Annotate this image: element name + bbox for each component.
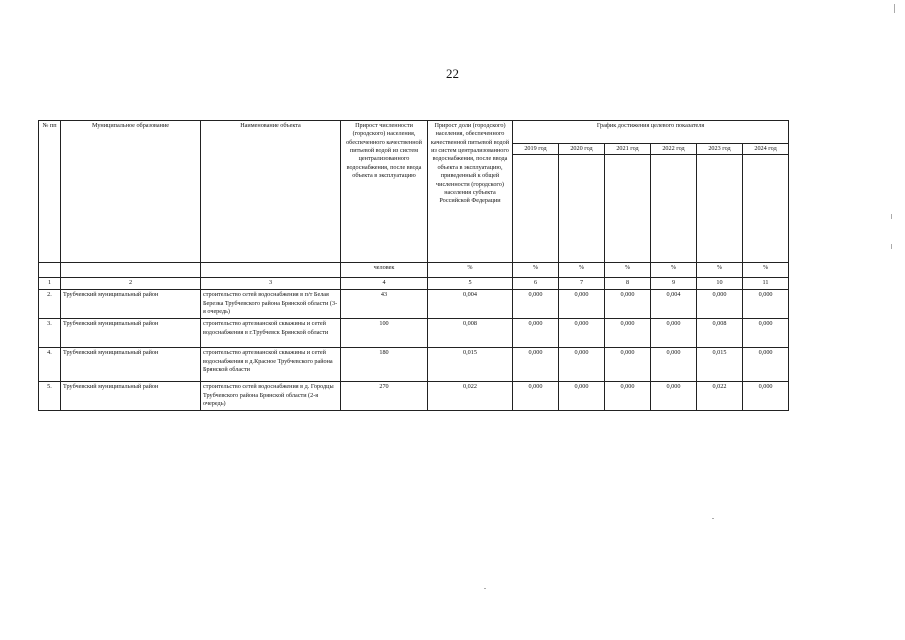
column-number: 1	[39, 278, 61, 290]
column-number: 7	[559, 278, 605, 290]
municipality-cell: Трубчевский муниципальный район	[61, 290, 201, 319]
object-cell: строительство артезианской скважины и сетей водоснабжения в д.Красное Трубчевского района Брянской области	[201, 348, 341, 382]
unit-cell: %	[651, 263, 697, 278]
unit-cell: %	[428, 263, 513, 278]
column-number: 8	[605, 278, 651, 290]
header-municipality: Муниципальное образование	[61, 121, 201, 263]
header-year: 2022 год	[651, 144, 697, 155]
year-value-cell: 0,000	[605, 382, 651, 411]
year-value-cell: 0,004	[651, 290, 697, 319]
scan-mark	[712, 518, 714, 519]
population-cell: 270	[341, 382, 428, 411]
year-value-cell: 0,015	[697, 348, 743, 382]
population-cell: 100	[341, 319, 428, 348]
page-number: 22	[446, 66, 459, 81]
unit-cell: %	[743, 263, 789, 278]
object-cell: строительство артезианской скважины и сетей водоснабжения в г.Трубчевск Брянской области	[201, 319, 341, 348]
header-object: Наименование объекта	[201, 121, 341, 263]
year-value-cell: 0,000	[651, 382, 697, 411]
year-value-cell: 0,008	[697, 319, 743, 348]
scan-mark	[484, 588, 486, 589]
header-row-1	[39, 121, 789, 144]
column-number: 11	[743, 278, 789, 290]
header-share-growth: Прирост доли (городского) населения, обеспеченного качественной питьевой водой из систем централизованного водоснабжения, после ввода объекта в эксплуатацию, приведенный к общей численности (городского) населения субъекта Российской Федерации	[428, 121, 513, 263]
share-cell: 0,015	[428, 348, 513, 382]
row-number: 3.	[39, 319, 61, 348]
header-year: 2019 год	[513, 144, 559, 155]
unit-cell: %	[513, 263, 559, 278]
year-value-cell: 0,000	[743, 348, 789, 382]
year-value-cell: 0,000	[605, 348, 651, 382]
table-row	[39, 382, 789, 411]
header-year: 2023 год	[697, 144, 743, 155]
column-number: 9	[651, 278, 697, 290]
column-number: 10	[697, 278, 743, 290]
year-value-cell: 0,000	[743, 319, 789, 348]
header-schedule-group: График достижения целевого показателя	[513, 121, 789, 144]
target-indicator-table	[38, 120, 789, 411]
table-row	[39, 348, 789, 382]
column-number: 3	[201, 278, 341, 290]
year-value-cell: 0,000	[513, 382, 559, 411]
year-value-cell: 0,000	[559, 348, 605, 382]
column-number: 6	[513, 278, 559, 290]
share-cell: 0,022	[428, 382, 513, 411]
year-value-cell: 0,000	[513, 290, 559, 319]
table-row	[39, 290, 789, 319]
unit-cell: %	[605, 263, 651, 278]
column-number: 4	[341, 278, 428, 290]
year-value-cell: 0,000	[651, 348, 697, 382]
row-number: 4.	[39, 348, 61, 382]
year-value-cell: 0,000	[559, 382, 605, 411]
year-value-cell: 0,000	[651, 319, 697, 348]
table-row	[39, 319, 789, 348]
header-population-growth: Прирост численности (городского) населения, обеспеченного качественной питьевой водой из систем централизованного водоснабжения, после ввода объекта в эксплуатацию	[341, 121, 428, 263]
year-value-cell: 0,000	[559, 319, 605, 348]
object-cell: строительство сетей водоснабжения в п/т Белая Березка Трубчевского района Брянской области (3-я очередь)	[201, 290, 341, 319]
year-value-cell: 0,000	[559, 290, 605, 319]
year-value-cell: 0,000	[513, 319, 559, 348]
scan-mark	[891, 214, 892, 219]
unit-cell: %	[697, 263, 743, 278]
header-number: № пп	[39, 121, 61, 263]
share-cell: 0,004	[428, 290, 513, 319]
share-cell: 0,008	[428, 319, 513, 348]
header-year: 2020 год	[559, 144, 605, 155]
row-number: 5.	[39, 382, 61, 411]
column-number: 5	[428, 278, 513, 290]
municipality-cell: Трубчевский муниципальный район	[61, 319, 201, 348]
header-year: 2024 год	[743, 144, 789, 155]
units-row	[39, 263, 789, 278]
year-value-cell: 0,000	[697, 290, 743, 319]
population-cell: 180	[341, 348, 428, 382]
year-value-cell: 0,000	[605, 319, 651, 348]
column-number: 2	[61, 278, 201, 290]
population-cell: 43	[341, 290, 428, 319]
column-numbers-row	[39, 278, 789, 290]
year-value-cell: 0,000	[605, 290, 651, 319]
unit-cell: человек	[341, 263, 428, 278]
unit-cell: %	[559, 263, 605, 278]
municipality-cell: Трубчевский муниципальный район	[61, 382, 201, 411]
year-value-cell: 0,000	[513, 348, 559, 382]
year-value-cell: 0,000	[743, 382, 789, 411]
year-value-cell: 0,022	[697, 382, 743, 411]
scan-mark	[891, 244, 892, 249]
object-cell: строительство сетей водоснабжения в д. Городцы Трубчевского района Брянской области (2-я очередь)	[201, 382, 341, 411]
municipality-cell: Трубчевский муниципальный район	[61, 348, 201, 382]
year-value-cell: 0,000	[743, 290, 789, 319]
scan-mark	[894, 4, 895, 13]
row-number: 2.	[39, 290, 61, 319]
header-year: 2021 год	[605, 144, 651, 155]
